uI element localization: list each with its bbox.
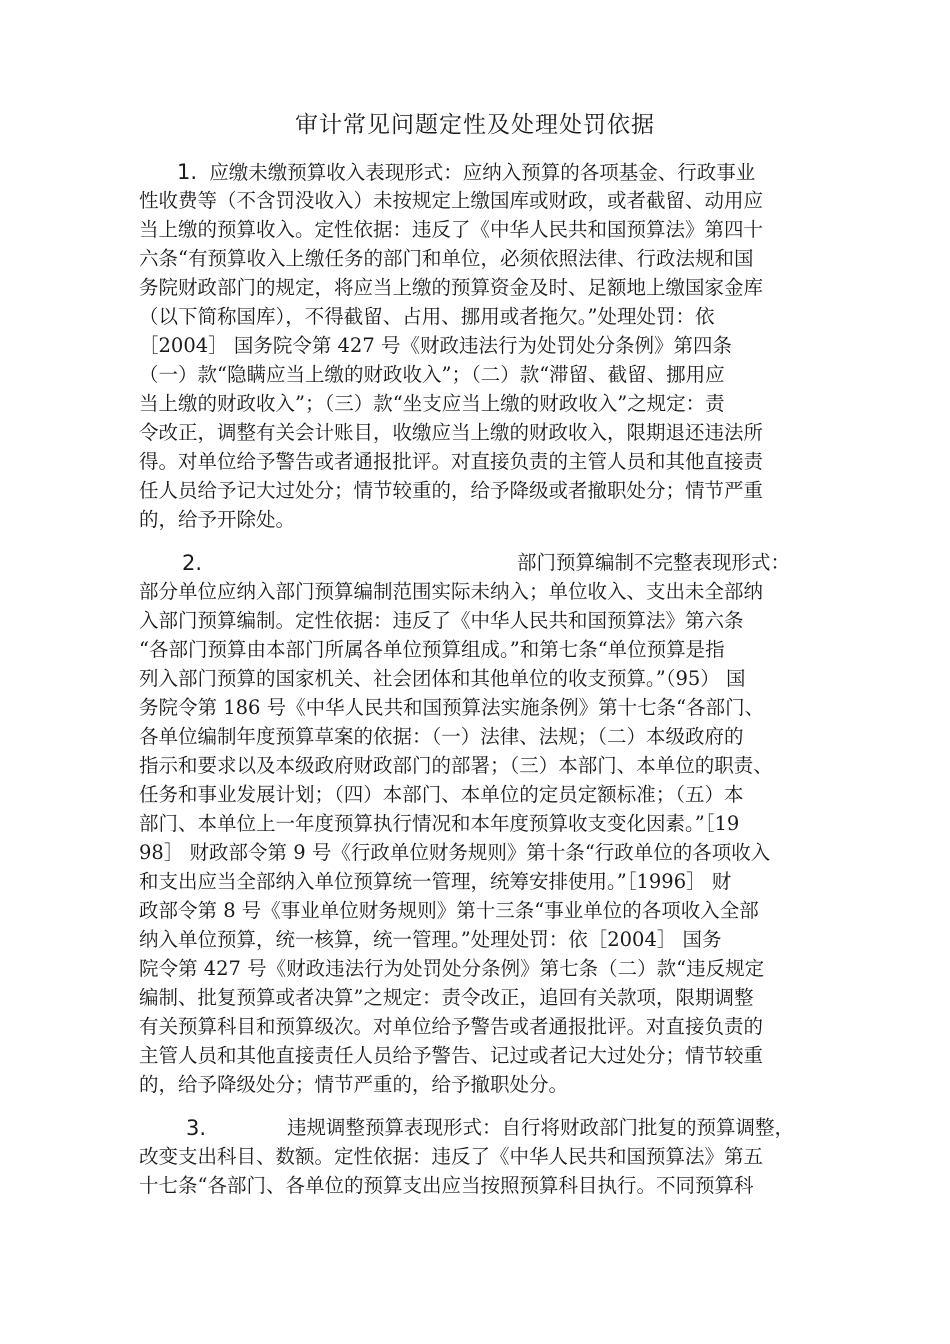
text-line: 指示和要求以及本级政府财政部门的部署；（三）本部门、本单位的职责、 [139, 754, 773, 777]
section-text: 违规调整预算表现形式：自行将财政部门批复的预算调整， [287, 1116, 795, 1139]
text-line: 部门、本单位上一年度预算执行情况和本年度预算收支变化因素。”［19 [139, 812, 740, 835]
document-title: 审计常见问题定性及处理处罚依据 [295, 112, 655, 138]
text-line: 得。对单位给予警告或者通报批评。对直接负责的主管人员和其他直接责 [139, 450, 764, 473]
section-number: 1. [177, 160, 198, 184]
text-line: 各单位编制年度预算草案的依据：（一）法律、法规；（二）本级政府的 [139, 725, 744, 748]
text-line: 部分单位应纳入部门预算编制范围实际未纳入；单位收入、支出未全部纳 [139, 580, 764, 603]
section-1-line-1 [177, 157, 755, 187]
section-text: 部门预算编制不完整表现形式： [517, 551, 791, 574]
text-line: 的，给予降级处分；情节严重的，给予撤职处分。 [139, 1073, 569, 1096]
text-line: 和支出应当全部纳入单位预算统一管理，统筹安排使用。”［1996］ 财 [139, 870, 732, 893]
text-line: 任务和事业发展计划；（四）本部门、本单位的定员定额标准；（五）本 [139, 783, 744, 806]
text-line: 98］ 财政部令第 9 号《行政单位财务规则》第十条“行政单位的各项收入 [139, 841, 771, 864]
text-line: ［2004］ 国务院令第 427 号《财政违法行为处罚处分条例》第四条 [139, 334, 732, 357]
text-line: 纳入单位预算，统一核算，统一管理。”处理处罚：依［2004］ 国务 [139, 928, 722, 951]
text-line: 令改正，调整有关会计账目，收缴应当上缴的财政收入，限期退还违法所 [139, 421, 764, 444]
section-2-line-1 [0, 548, 950, 578]
text-line: 当上缴的财政收入”；（三）款“坐支应当上缴的财政收入”之规定：责 [139, 392, 725, 415]
text-line: 当上缴的预算收入。定性依据：违反了《中华人民共和国预算法》第四十 [139, 218, 764, 241]
text-line: 十七条“各部门、各单位的预算支出应当按照预算科目执行。不同预算科 [139, 1174, 754, 1197]
text-line: 有关预算科目和预算级次。对单位给予警告或者通报批评。对直接负责的 [139, 1015, 764, 1038]
text-line: 列入部门预算的国家机关、社会团体和其他单位的收支预算。”（95） 国 [139, 667, 746, 690]
text-line: （以下简称国库），不得截留、占用、挪用或者拖欠。”处理处罚：依 [139, 305, 715, 328]
text-line: 的，给予开除处。 [139, 508, 296, 531]
text-line: 院令第 427 号《财政违法行为处罚处分条例》第七条（二）款“违反规定 [139, 957, 765, 980]
section-text: 应缴未缴预算收入表现形式：应纳入预算的各项基金、行政事业 [209, 161, 756, 184]
text-line: 入部门预算编制。定性依据：违反了《中华人民共和国预算法》第六条 [139, 609, 744, 632]
text-line: 编制、批复预算或者决算”之规定：责令改正，追回有关款项，限期调整 [139, 986, 754, 1009]
text-line: “各部门预算由本部门所属各单位预算组成。”和第七条“单位预算是指 [139, 638, 725, 661]
text-line: 性收费等（不含罚没收入）未按规定上缴国库或财政，或者截留、动用应 [139, 189, 764, 212]
section-number: 2. [182, 551, 203, 575]
text-line: 务院财政部门的规定，将应当上缴的预算资金及时、足额地上缴国家金库 [139, 276, 764, 299]
section-3-line-1 [0, 1113, 950, 1143]
text-line: 务院令第 186 号《中华人民共和国预算法实施条例》第十七条“各部门、 [139, 696, 765, 719]
text-line: 六条“有预算收入上缴任务的部门和单位，必须依照法律、行政法规和国 [139, 247, 754, 270]
text-line: 任人员给予记大过处分；情节较重的，给予降级或者撤职处分；情节严重 [139, 479, 764, 502]
text-line: 改变支出科目、数额。定性依据：违反了《中华人民共和国预算法》第五 [139, 1145, 764, 1168]
text-line: 主管人员和其他直接责任人员给予警告、记过或者记大过处分；情节较重 [139, 1044, 764, 1067]
text-line: （一）款“隐瞒应当上缴的财政收入”；（二）款“滞留、截留、挪用应 [139, 363, 725, 386]
text-line: 政部令第 8 号《事业单位财务规则》第十三条“事业单位的各项收入全部 [139, 899, 759, 922]
section-number: 3. [186, 1116, 207, 1140]
